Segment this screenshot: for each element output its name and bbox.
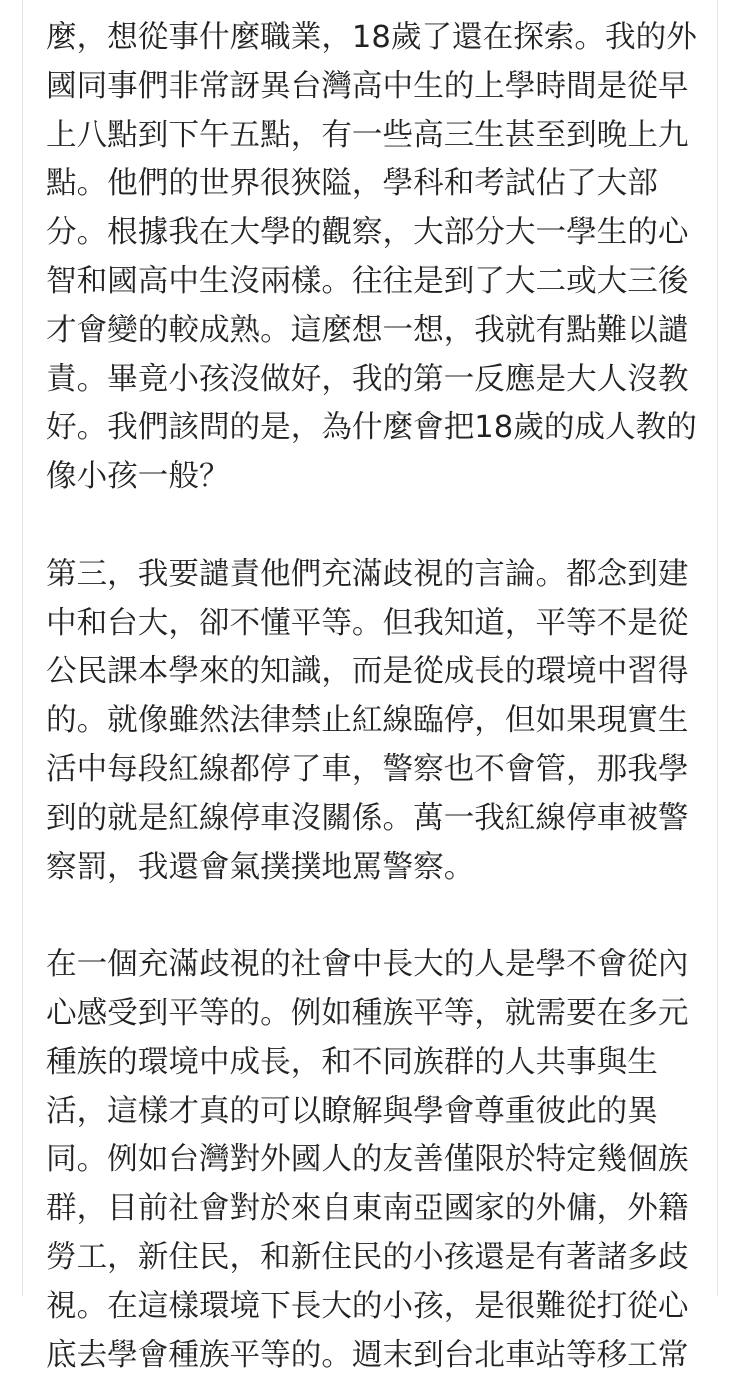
text-line: 勞工，新住民，和新住民的小孩還是有著諸多歧 — [46, 1239, 689, 1275]
paragraph-1 — [46, 14, 697, 502]
text-line: 底去學會種族平等的。週末到台北車站等移工常 — [46, 1337, 689, 1373]
text-line: 視。在這樣環境下長大的小孩，是很難從打從心 — [46, 1288, 689, 1324]
text-line: 分。根據我在大學的觀察，大部分大一學生的心 — [46, 215, 689, 251]
text-line: 心感受到平等的。例如種族平等，就需要在多元 — [46, 995, 689, 1031]
text-line: 群，目前社會對於來自東南亞國家的外傭，外籍 — [46, 1191, 689, 1227]
right-border — [717, 0, 718, 1296]
text-line: 國同事們非常訝異台灣高中生的上學時間是從早 — [46, 68, 689, 104]
left-border — [22, 0, 23, 1296]
text-line: 察罰，我還會氣撲撲地罵警察。 — [46, 849, 475, 885]
text-line: 同。例如台灣對外國人的友善僅限於特定幾個族 — [46, 1142, 689, 1178]
text-line: 點。他們的世界很狹隘，學科和考試佔了大部 — [46, 166, 658, 202]
text-line: 到的就是紅線停車沒關係。萬一我紅線停車被警 — [46, 800, 689, 836]
paragraph-gap — [46, 892, 686, 941]
text-line: 好。我們該問的是，為什麼會把18歲的成人教的 — [46, 410, 697, 446]
text-line: 上八點到下午五點，有一些高三生甚至到晚上九 — [46, 117, 689, 153]
text-line: 在一個充滿歧視的社會中長大的人是學不會從內 — [46, 947, 689, 983]
text-line: 中和台大，卻不懂平等。但我知道，平等不是從 — [46, 605, 689, 641]
text-line: 活中每段紅線都停了車，警察也不會管，那我學 — [46, 751, 689, 787]
text-line: 智和國高中生沒兩樣。往往是到了大二或大三後 — [46, 263, 689, 299]
paragraph-3 — [46, 941, 689, 1380]
text-line: 第三，我要譴責他們充滿歧視的言論。都念到建 — [46, 556, 689, 592]
article-body — [46, 14, 697, 1380]
text-line: 責。畢竟小孩沒做好，我的第一反應是大人沒教 — [46, 361, 689, 397]
text-line: 活，這樣才真的可以瞭解與學會尊重彼此的異 — [46, 1093, 658, 1129]
paragraph-gap — [46, 502, 686, 551]
text-line: 像小孩一般？ — [46, 459, 230, 495]
text-line: 公民課本學來的知識，而是從成長的環境中習得 — [46, 654, 689, 690]
text-line: 種族的環境中成長，和不同族群的人共事與生 — [46, 1044, 658, 1080]
text-line: 才會變的較成熟。這麼想一想，我就有點難以譴 — [46, 312, 689, 348]
text-line: 的。就像雖然法律禁止紅線臨停，但如果現實生 — [46, 703, 689, 739]
text-line: 麼，想從事什麼職業，18歲了還在探索。我的外 — [46, 20, 697, 55]
paragraph-2 — [46, 551, 689, 893]
